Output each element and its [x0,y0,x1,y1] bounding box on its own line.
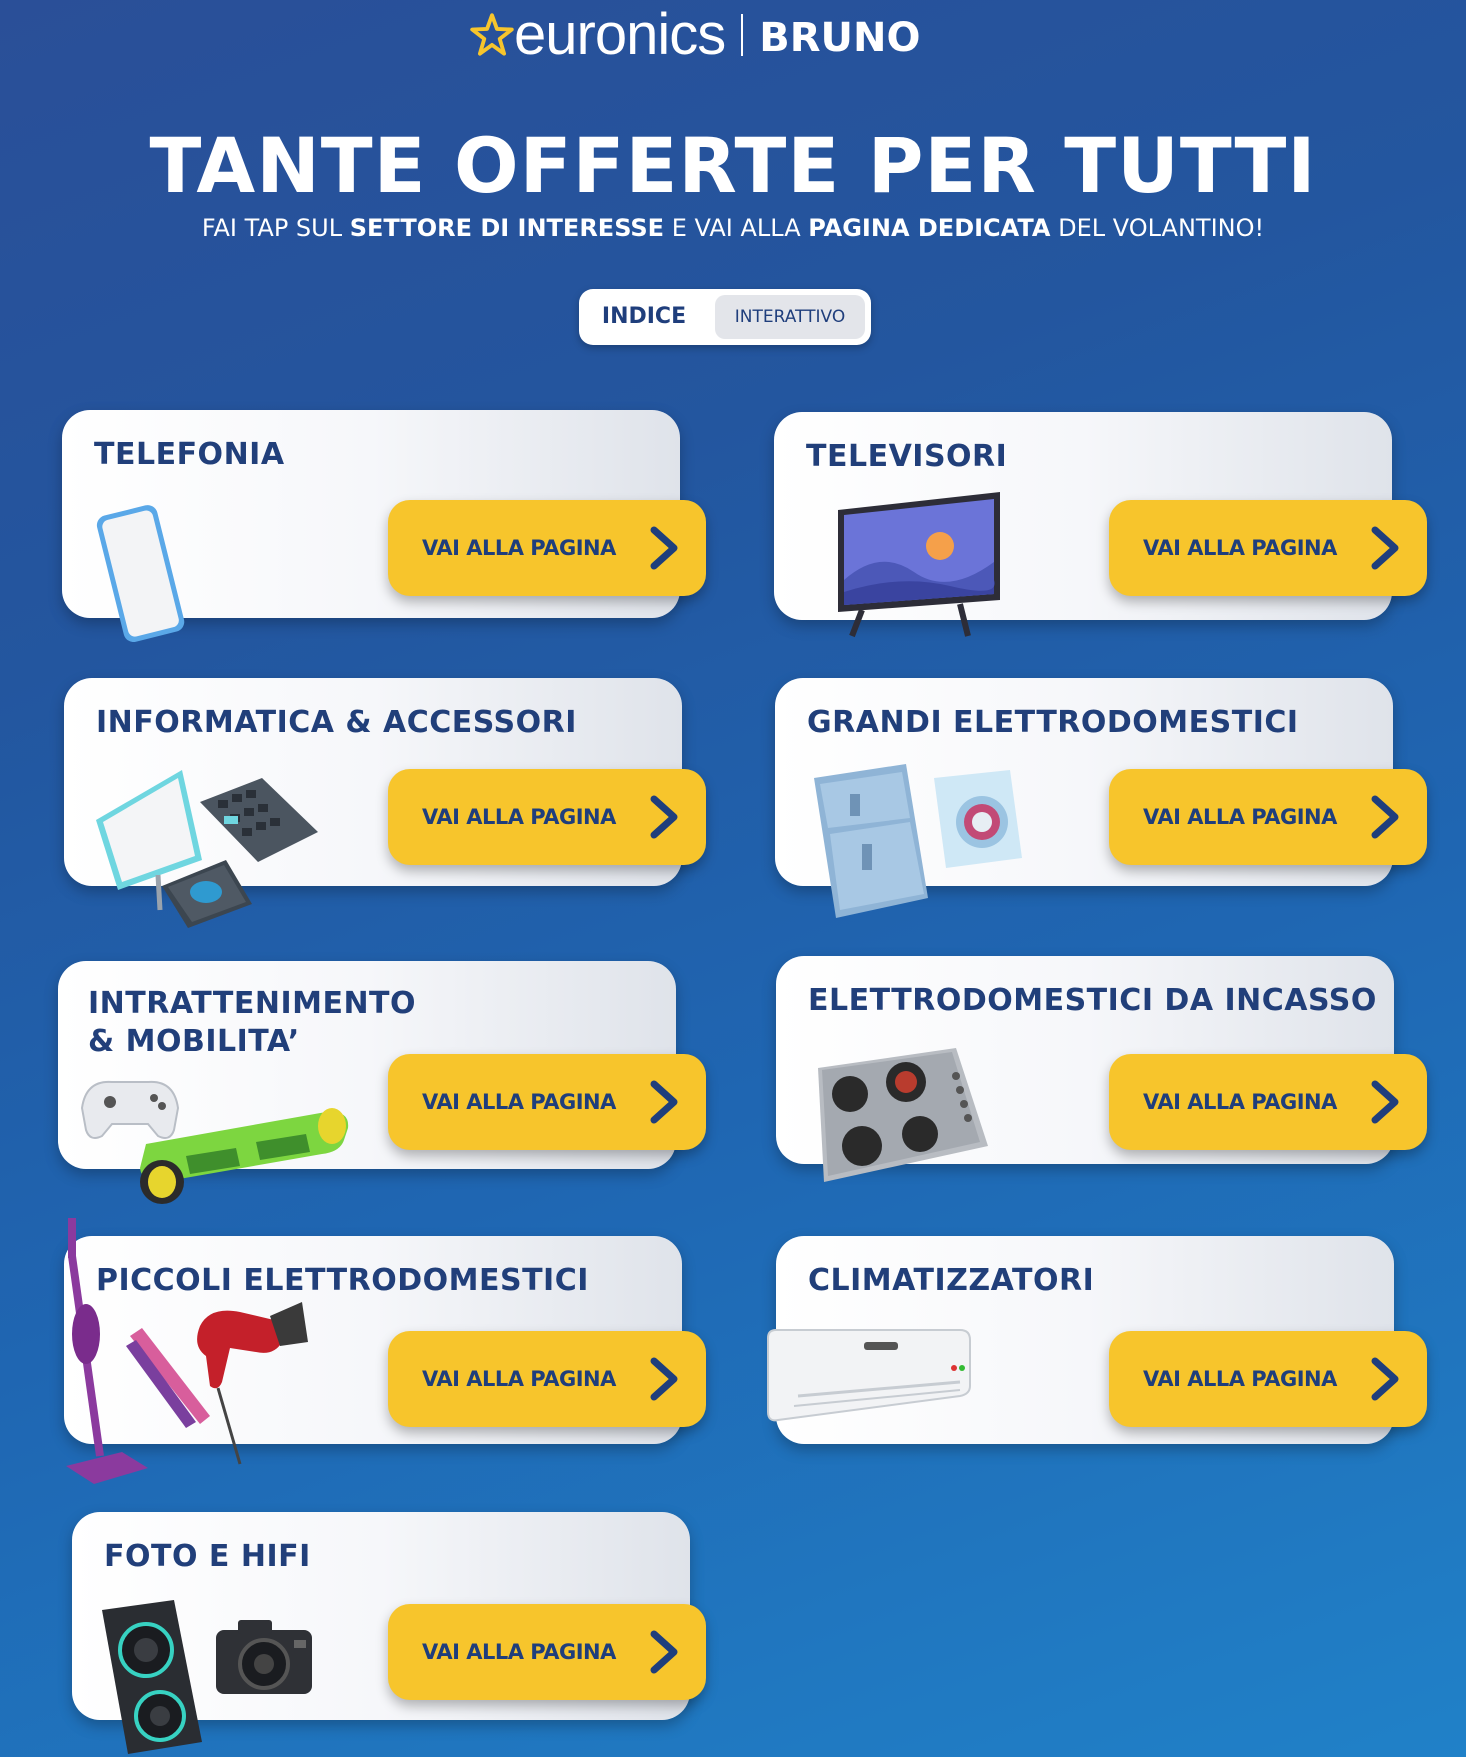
chevron-right-icon [1365,1357,1405,1401]
category-title: TELEFONIA [94,437,285,472]
subtitle-part: FAI TAP SUL [201,214,350,242]
button-label: VAI ALLA PAGINA [422,805,616,829]
speaker-camera-icon [98,1598,320,1756]
category-title: INFORMATICA & ACCESSORI [96,705,577,740]
go-to-page-button-informatica[interactable] [388,769,706,865]
chevron-right-icon [644,1080,684,1124]
chevron-right-icon [644,526,684,570]
subtitle-bold: SETTORE DI INTERESSE [349,214,665,242]
category-title: TELEVISORI [806,439,1008,474]
subtitle-bold: PAGINA DEDICATA [808,214,1051,242]
go-to-page-button-piccoli-elettrodomestici[interactable] [388,1331,706,1427]
star-logo-icon [470,13,514,57]
small-appliances-icon [60,1216,314,1488]
category-title: INTRATTENIMENTO & MOBILITA’ [88,986,417,1059]
category-title: PICCOLI ELETTRODOMESTICI [96,1263,589,1298]
brand-logo-text: euronics [514,2,726,67]
go-to-page-button-elettrodomestici-incasso[interactable] [1109,1054,1427,1150]
chevron-right-icon [644,1630,684,1674]
computer-icon [90,760,320,930]
go-to-page-button-televisori[interactable] [1109,500,1427,596]
category-title: ELETTRODOMESTICI DA INCASSO [808,983,1377,1018]
go-to-page-button-intrattenimento[interactable] [388,1054,706,1150]
euronics-logo[interactable] [470,2,921,67]
button-label: VAI ALLA PAGINA [422,1090,616,1114]
chevron-right-icon [1365,526,1405,570]
button-label: VAI ALLA PAGINA [1143,1090,1337,1114]
page-title: TANTE OFFERTE PER TUTTI [149,121,1317,210]
air-conditioner-icon [764,1326,974,1422]
button-label: VAI ALLA PAGINA [1143,536,1337,560]
logo-divider [741,14,743,56]
chevron-right-icon [1365,795,1405,839]
smartphone-icon [88,500,198,650]
go-to-page-button-telefonia[interactable] [388,500,706,596]
store-name: BRUNO [759,15,921,61]
header [0,0,1466,70]
subtitle-part: DEL VOLANTINO! [1050,214,1265,242]
interactive-label: INTERATTIVO [715,295,865,339]
button-label: VAI ALLA PAGINA [422,1367,616,1391]
button-label: VAI ALLA PAGINA [1143,1367,1337,1391]
cooktop-icon [816,1046,992,1186]
fridge-washer-icon [806,758,1026,920]
category-title: CLIMATIZZATORI [808,1263,1095,1298]
go-to-page-button-climatizzatori[interactable] [1109,1331,1427,1427]
go-to-page-button-foto-hifi[interactable] [388,1604,706,1700]
subtitle-part: E VAI ALLA [664,214,809,242]
index-pill [579,289,871,345]
category-title: GRANDI ELETTRODOMESTICI [807,705,1299,740]
chevron-right-icon [1365,1080,1405,1124]
go-to-page-button-grandi-elettrodomestici[interactable] [1109,769,1427,865]
tv-icon [830,488,1005,648]
chevron-right-icon [644,795,684,839]
page-subtitle [0,216,1466,240]
category-title: FOTO E HIFI [104,1539,311,1574]
button-label: VAI ALLA PAGINA [422,536,616,560]
chevron-right-icon [644,1357,684,1401]
index-label: INDICE [601,304,687,329]
button-label: VAI ALLA PAGINA [1143,805,1337,829]
gamepad-hoverboard-icon [76,1070,352,1206]
button-label: VAI ALLA PAGINA [422,1640,616,1664]
